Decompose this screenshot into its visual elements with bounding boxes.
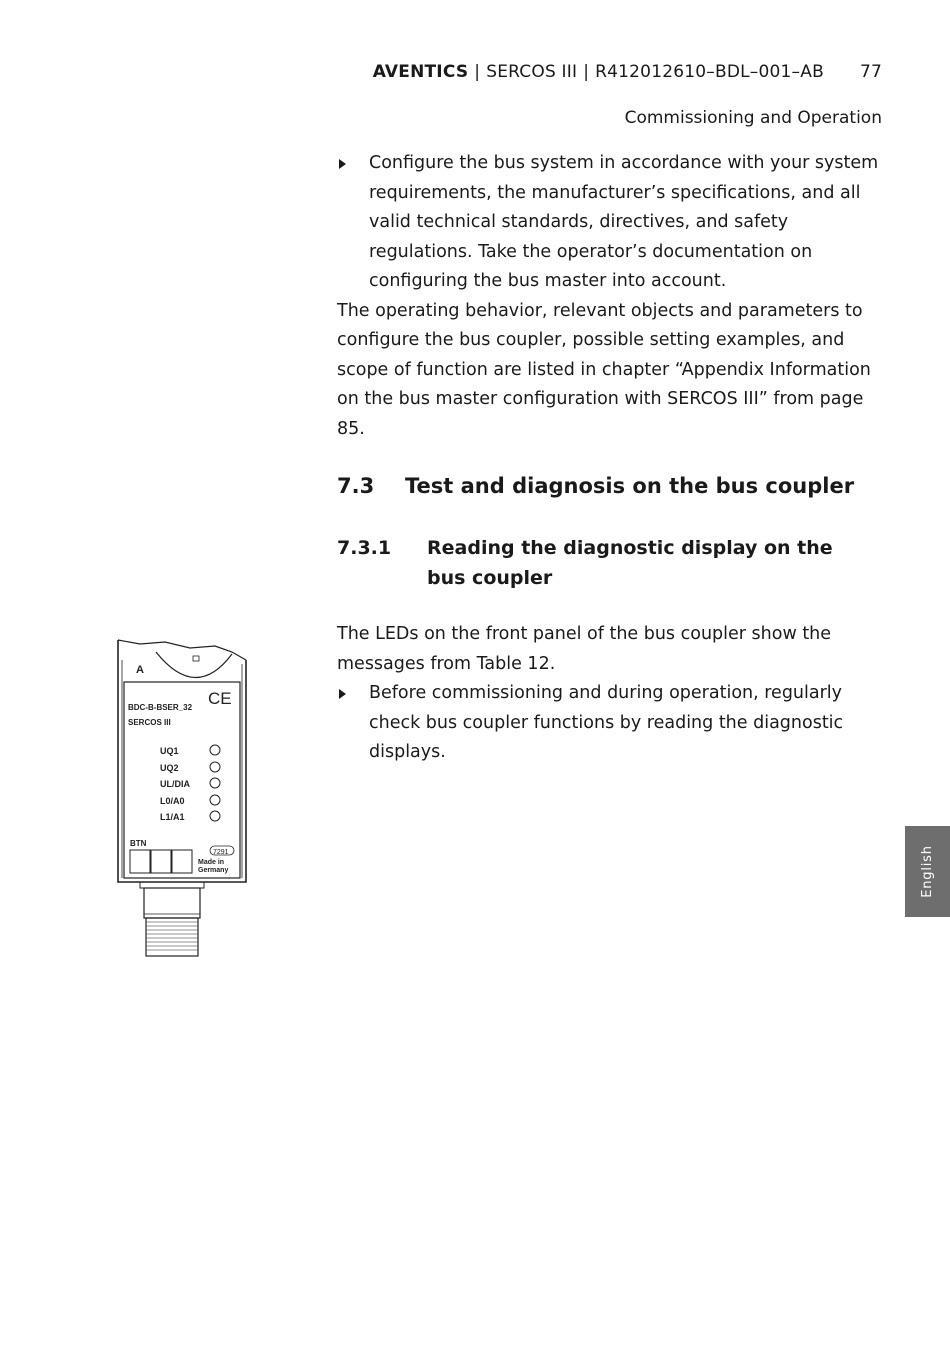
bullet-triangle-icon: [339, 689, 346, 699]
bus-label: SERCOS III: [128, 718, 171, 727]
header-separator: |: [583, 62, 590, 82]
instruction-text: Configure the bus system in accordance with your system requirements, the manufacturer’s specifications, and all valid technical standards, directives, and safety regulations. Take the operator’s documentation on configuring the bus master into account.: [369, 153, 879, 291]
bus-coupler-drawing: [110, 630, 255, 965]
ce-mark: CE: [208, 689, 232, 708]
instruction-bullet: [337, 149, 885, 297]
bus-coupler-figure: [110, 630, 255, 965]
section-heading-7-3: [337, 474, 897, 498]
document-number: R412012610–BDL–001–AB: [595, 62, 824, 82]
led-indicator: [210, 762, 220, 772]
made-in-label: Made in: [198, 859, 225, 866]
led-indicator: [210, 795, 220, 805]
model-label: BDC-B-BSER_32: [128, 703, 193, 712]
brand-name: AVENTICS: [372, 62, 469, 82]
led-label-uq2: UQ2: [160, 763, 179, 773]
section-number: 7.3: [337, 474, 375, 498]
made-in-country: Germany: [198, 867, 229, 874]
button-label: BTN: [130, 839, 147, 848]
body-paragraph: The LEDs on the front panel of the bus coupler show the messages from Table 12.: [337, 624, 832, 674]
led-label-l1-a1: L1/A1: [160, 812, 185, 822]
code-label: 7291: [213, 849, 229, 856]
figure-label-a: A: [136, 664, 144, 676]
header-separator: |: [474, 62, 481, 82]
instruction-text: Before commissioning and during operation, regularly check bus coupler functions by reading the diagnostic displays.: [369, 683, 844, 762]
address-switch: [172, 850, 192, 873]
subsection-body: [337, 620, 885, 768]
language-tab: [905, 826, 950, 917]
subsection-title: Reading the diagnostic display on the bus coupler: [427, 537, 833, 589]
led-label-uq1: UQ1: [160, 746, 179, 756]
bullet-triangle-icon: [339, 159, 346, 169]
address-switch: [151, 850, 171, 873]
intro-block: [337, 149, 885, 444]
led-indicator: [210, 778, 220, 788]
instruction-bullet: [337, 679, 885, 768]
running-header: [300, 62, 882, 82]
chapter-title: Commissioning and Operation: [624, 108, 882, 128]
led-indicator: [210, 811, 220, 821]
body-paragraph: The operating behavior, relevant objects and parameters to configure the bus coupler, possible setting examples, and scope of function are listed in chapter “Appendix Information on the bus master configuration with SERCOS III” from page 85.: [337, 300, 871, 439]
section-title: Test and diagnosis on the bus coupler: [405, 474, 855, 498]
led-label-l0-a0: L0/A0: [160, 796, 185, 806]
page-number: 77: [859, 62, 882, 82]
language-tab-label: English: [920, 845, 936, 898]
address-switch: [130, 850, 150, 873]
subsection-heading-7-3-1: [337, 533, 897, 593]
product-name: SERCOS III: [486, 62, 578, 82]
led-label-ul-dia: UL/DIA: [160, 779, 190, 789]
led-indicator: [210, 745, 220, 755]
subsection-number: 7.3.1: [337, 537, 392, 559]
